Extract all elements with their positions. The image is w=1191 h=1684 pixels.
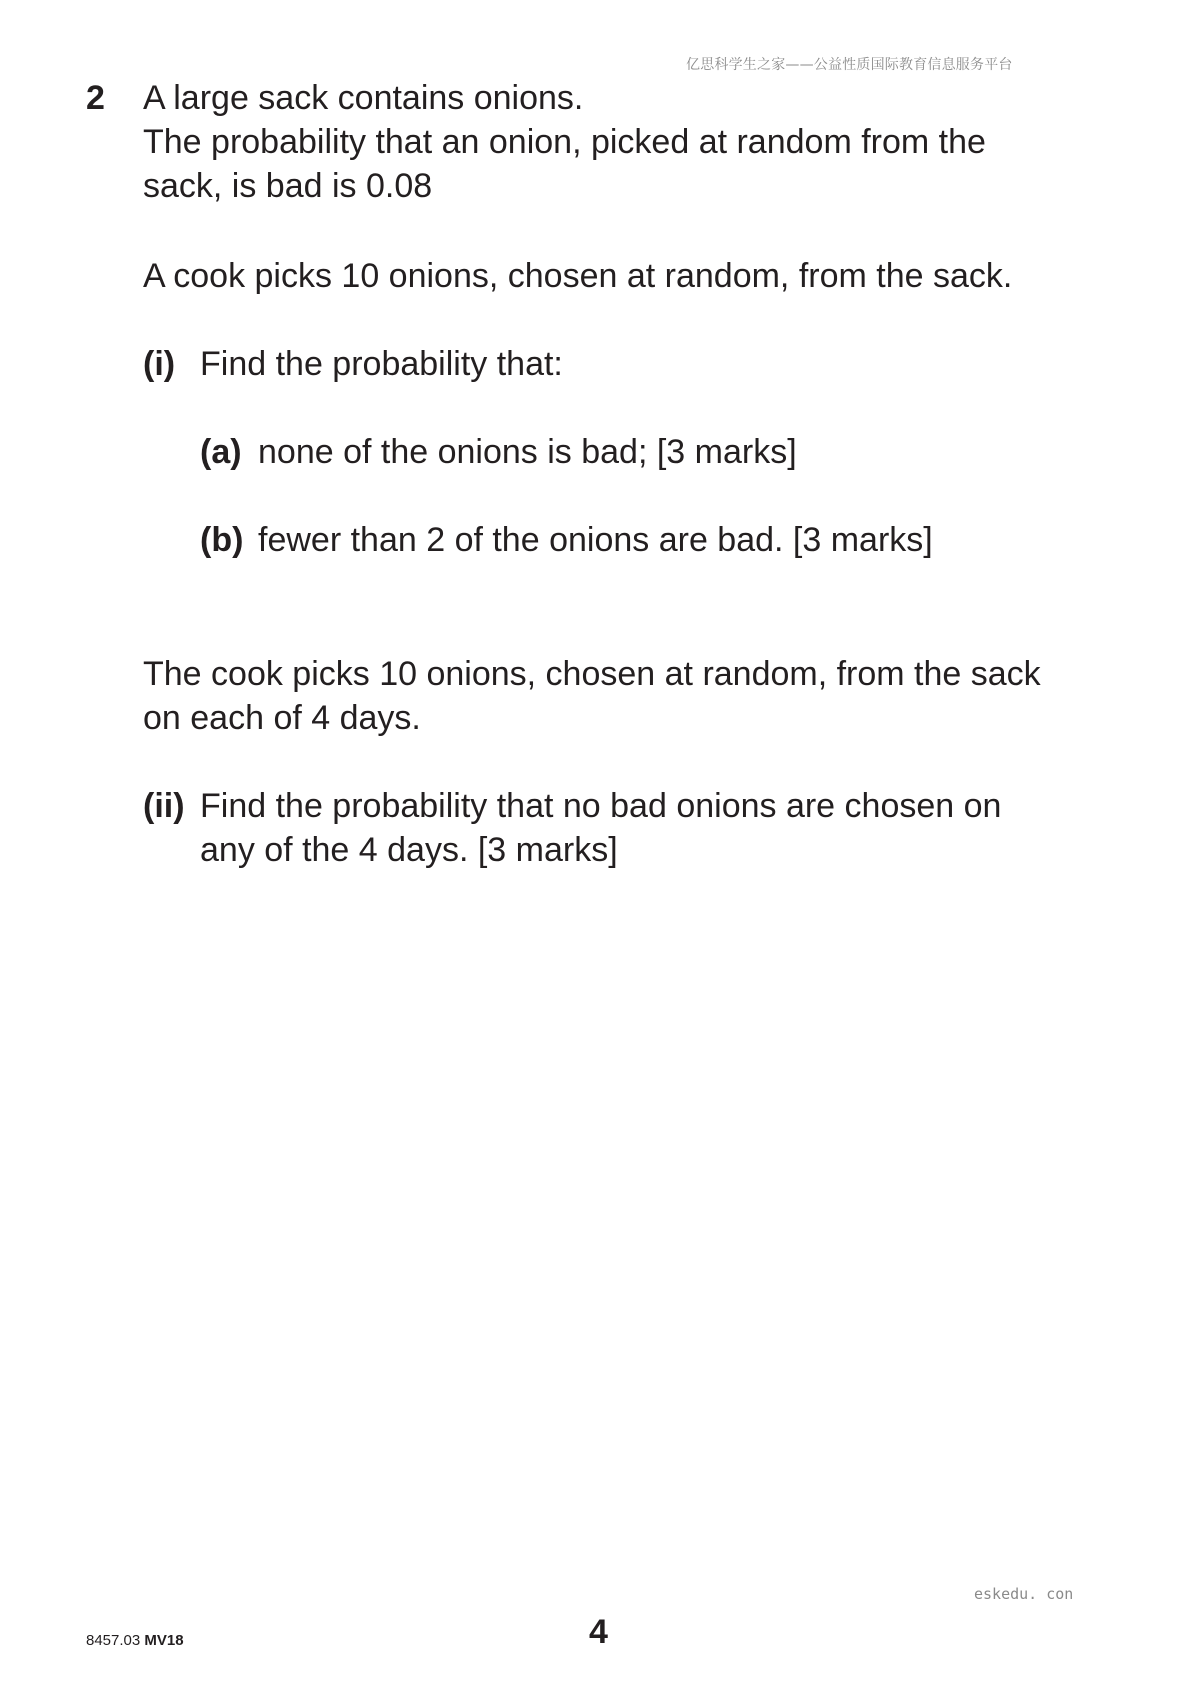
footer-watermark: eskedu. con	[974, 1585, 1074, 1603]
header-watermark: 亿思科学生之家——公益性质国际教育信息服务平台	[686, 57, 1013, 73]
intro-line-3: sack, is bad is 0.08	[143, 167, 433, 205]
context2-line-2: on each of 4 days.	[143, 699, 421, 737]
part-a-label: (a)	[200, 433, 242, 471]
part-i-text: Find the probability that:	[200, 345, 563, 383]
page-number: 4	[589, 1613, 608, 1651]
part-a-text: none of the onions is bad; [3 marks]	[258, 433, 797, 471]
paper-code	[86, 1632, 184, 1650]
part-ii-text-line-1: Find the probability that no bad onions are chosen on	[200, 787, 1002, 825]
part-b-label: (b)	[200, 521, 244, 559]
context-line: A cook picks 10 onions, chosen at random, from the sack.	[143, 257, 1013, 295]
part-b-text: fewer than 2 of the onions are bad. [3 marks]	[258, 521, 933, 559]
part-ii-text-line-2: any of the 4 days. [3 marks]	[200, 831, 618, 869]
context2-line-1: The cook picks 10 onions, chosen at random, from the sack	[143, 655, 1041, 693]
paper-code-series: MV18	[144, 1632, 184, 1649]
intro-line-1: A large sack contains onions.	[143, 79, 584, 117]
intro-line-2: The probability that an onion, picked at random from the	[143, 123, 986, 161]
question-number: 2	[86, 79, 105, 117]
part-ii-label: (ii)	[143, 787, 185, 825]
part-i-label: (i)	[143, 345, 176, 383]
paper-code-number: 8457.03	[86, 1632, 141, 1649]
